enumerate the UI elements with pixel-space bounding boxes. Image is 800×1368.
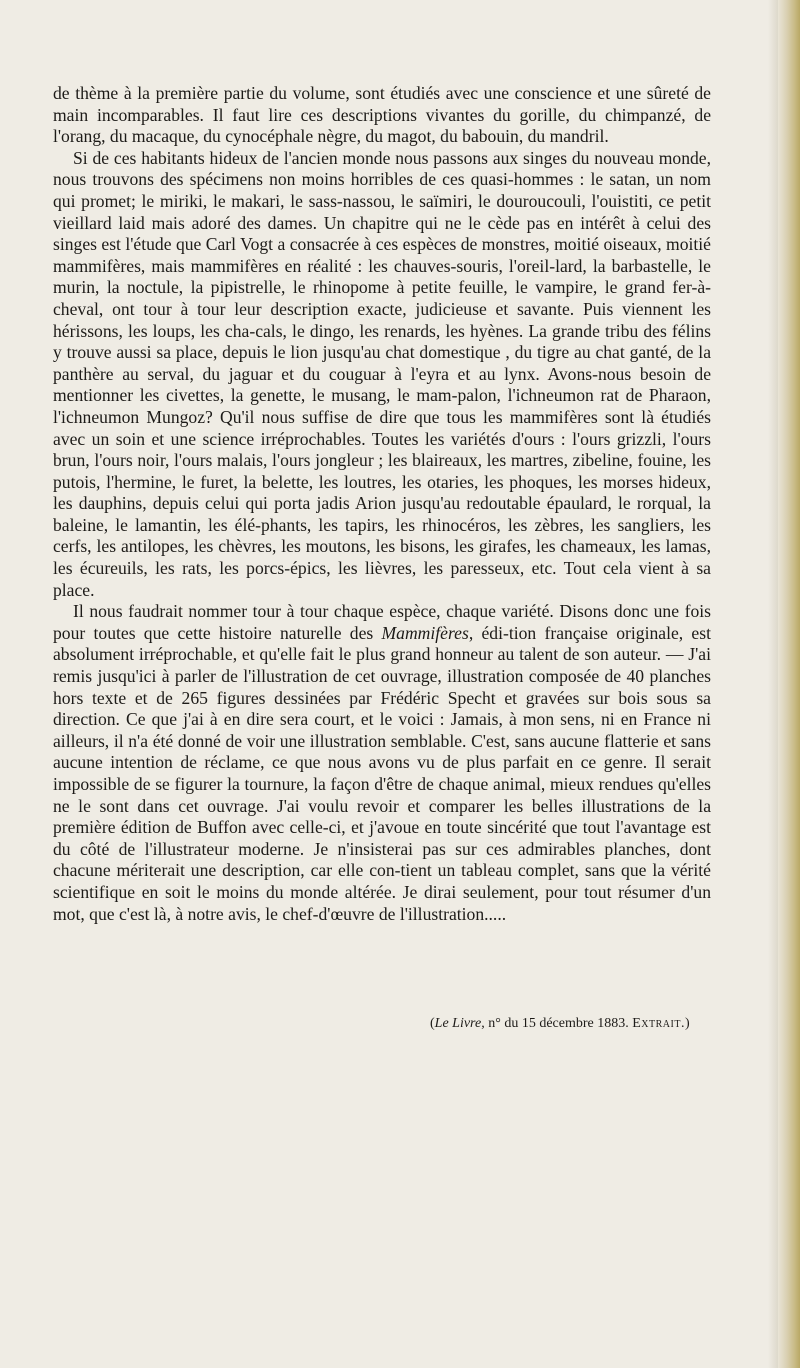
source-open-paren: (: [430, 1016, 435, 1031]
source-close-paren: ): [684, 1016, 690, 1031]
paragraph-1: de thème à la première partie du volume, sont étudiés avec une conscience et une sûreté de main incomparables. Il faut lire ces descriptions vivantes du gorille, du chimpanzé, de l'orang, du macaque, du cynocéphale nègre, du magot, du babouin, du mandril.: [53, 83, 711, 147]
source-citation: [430, 1015, 730, 1033]
page-text: [53, 83, 711, 925]
source-label: Extrait.: [632, 1016, 685, 1031]
source-journal: Le Livre: [434, 1016, 482, 1031]
page-edge-shadow: [768, 0, 778, 1368]
paragraph-2: Si de ces habitants hideux de l'ancien monde nous passons aux singes du nouveau monde, nous trouvons des spécimens non moins horribles de ces quasi-hommes : le satan, un nom qui promet; le miriki, le makari, le sass-nassou, le saïmiri, le douroucouli, l'ouistiti, ce petit vieillard laid mais adoré des dames. Un chapitre qui ne le cède pas en intérêt à celui des singes est l'étude que Carl Vogt a consacrée à ces espèces de monstres, moitié oiseaux, moitié mammifères, mais mammifères en réalité : les chauves-souris, l'oreil-lard, la barbastelle, le murin, la noctule, la pipistrelle, le rhinopome à petite feuille, le vampire, le grand fer-à-cheval, ont tour à tour leur description exacte, judicieuse et savante. Puis viennent les hérissons, les loups, les cha-cals, le dingo, les renards, les hyènes. La grande tribu des félins y trouve aussi sa place, depuis le lion jusqu'au chat domestique , du tigre au chat ganté, de la panthère au serval, du jaguar et du couguar à l'eyra et au lynx. Avons-nous besoin de mentionner les civettes, la genette, le musang, le mam-palon, l'ichneumon rat de Pharaon, l'ichneumon Mungoz? Qu'il nous suffise de dire que tous les mammifères sont là étudiés avec un soin et une science irréprochables. Toutes les variétés d'ours : l'ours grizzli, l'ours brun, l'ours noir, l'ours malais, l'ours jongleur ; les blaireaux, les martres, zibeline, fouine, les putois, l'hermine, le furet, la belette, les loutres, les otaries, les phoques, les morses hideux, les dauphins, depuis celui qui porta jadis Arion jusqu'au redoutable épaulard, le rorqual, la baleine, le lamantin, les élé-phants, les tapirs, les rhinocéros, les zèbres, les sangliers, les cerfs, les antilopes, les chèvres, les moutons, les bisons, les girafes, les chameaux, les lamas, les écureuils, les rats, les porcs-épics, les lièvres, les paresseux, etc. Tout cela vient à sa place.: [53, 147, 711, 600]
paragraph-3-before: Il nous faudrait nommer tour à tour chaque espèce, chaque variété. Disons donc une fois pour toutes que cette histoire naturelle des: [53, 601, 711, 643]
paragraph-3: [53, 601, 711, 925]
source-detail: , n° du 15 décembre 1883.: [481, 1016, 633, 1031]
book-title-mammiferes: Mammifères: [381, 622, 469, 643]
page-edge: [778, 0, 800, 1368]
paragraph-3-after: , édi-tion française originale, est absolument irréprochable, et qu'elle fait le plus grand honneur au talent de son auteur. — J'ai remis jusqu'ici à parler de l'illustration de cet ouvrage, illustration composée de 40 planches hors texte et de 265 figures dessinées par Frédéric Specht et gravées sur bois sous sa direction. Ce que j'ai à en dire sera court, et le voici : Jamais, à mon sens, ni en France ni ailleurs, il n'a été donné de voir une illustration semblable. C'est, sans aucune flatterie et sans aucune intention de réclame, ce que nous avons vu de plus parfait en ce genre. Il serait impossible de se figurer la tournure, la façon d'être de chaque animal, mieux rendues qu'elles ne le sont dans cet ouvrage. J'ai voulu revoir et comparer les belles illustrations de la première édition de Buffon avec celle-ci, et j'avoue en toute sincérité que tout l'avantage est du côté de l'illustrateur moderne. Je n'insisterai pas sur ces admirables planches, dont chacune mériterait une description, car elle con-tient un tableau complet, sans que la vérité scientifique en soit le moins du monde altérée. Je dirai seulement, pour tout résumer d'un mot, que c'est là, à notre avis, le chef-d'œuvre de l'illustration.....: [53, 622, 711, 924]
